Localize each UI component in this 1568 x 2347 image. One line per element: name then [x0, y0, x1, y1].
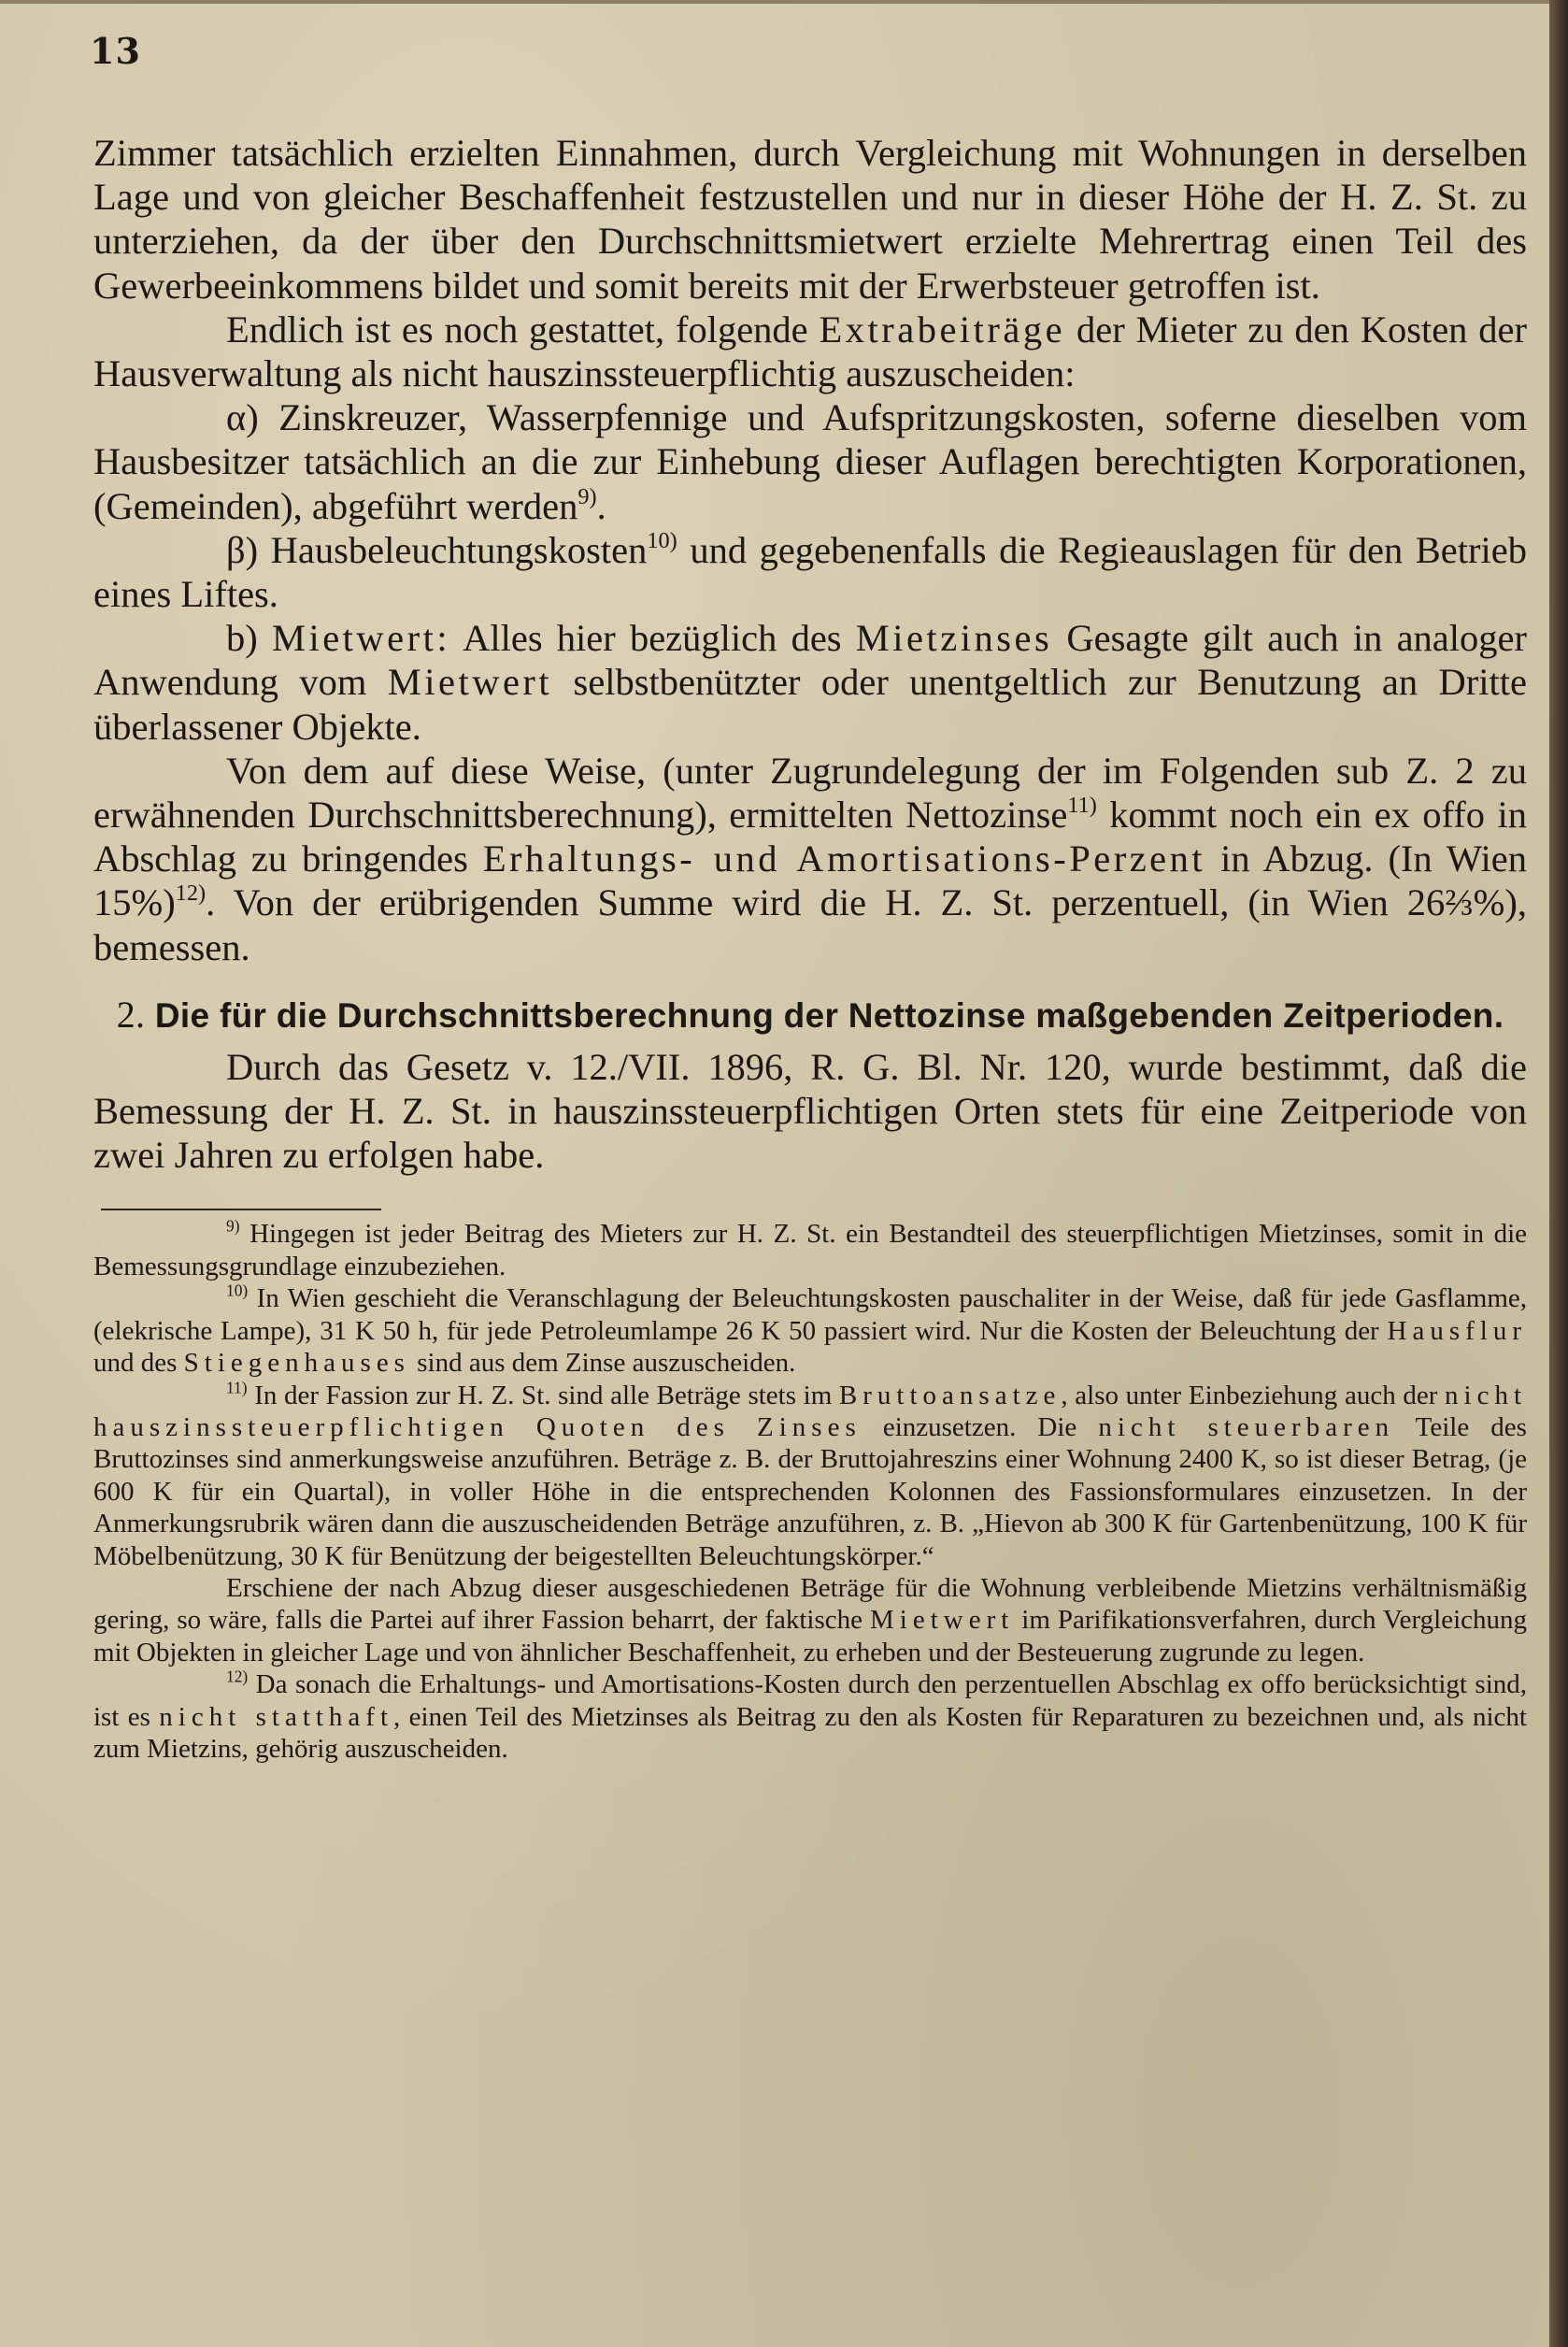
footnotes: [93, 1218, 1527, 1765]
section-number: 2.: [116, 993, 146, 1036]
text-run: b): [226, 617, 272, 660]
text-run: In Wien geschieht die Veranschlagung der Beleuchtungskosten pauschaliter in der Weise, daß für jede Gasflamme, (elekrische Lampe), 31 K 50 h, für jede Petroleumlampe 26 K 50 passiert wird. Nur die Kosten der Beleuchtung der: [93, 1283, 1527, 1346]
text-run: , einen Teil des Mietzinses als Beitrag zu den als Kosten für Reparaturen zu bezeichnen und, als nicht zum Mietzins, gehörig auszuscheiden.: [93, 1701, 1527, 1764]
footnote-mark: 11): [226, 1378, 248, 1397]
spaced-term-mietwert: Mietwert:: [271, 617, 451, 660]
paragraph-nettozinse: [93, 749, 1527, 969]
footnote-10: [93, 1282, 1527, 1379]
spaced-term: nicht hauszinssteuerpflichtigen Quoten des Zinses: [93, 1380, 1528, 1442]
paragraph-b-mietwert: [93, 616, 1527, 749]
text-run: einzusetzen. Die: [861, 1411, 1099, 1442]
text-run: Alles hier bezüglich des: [450, 617, 856, 660]
paragraph-gesetz: Durch das Gesetz v. 12./VII. 1896, R. G. Bl. Nr. 120, wurde bestimmt, daß die Bemessung der H. Z. St. in hauszinssteuerpflichtigen Orten stets für eine Zeitperiode von zwei Jahren zu erfolgen habe.: [93, 1045, 1527, 1177]
paragraph-beta: [93, 528, 1527, 616]
footnote-ref-11: 11): [1067, 793, 1097, 819]
text-run: α) Zinskreuzer, Wasserpfennige und Aufspritzungskosten, soferne dieselben vom Hausbesitzer tatsächlich an die zur Einhebung dieser Auflagen berechtigten Korporationen, (Gemeinden), abgeführt werden: [93, 396, 1527, 527]
footnote-ref-12: 12): [175, 880, 207, 907]
spaced-term-extrabeitraege: Extrabeiträge: [819, 308, 1066, 351]
spaced-term: nicht steuerbaren: [1098, 1411, 1395, 1442]
footnote-divider: [101, 1209, 381, 1210]
text-run: Gesagte gilt auch in analoger Anwendung vom: [93, 617, 1527, 704]
spaced-term: Mietwert: [870, 1605, 1015, 1636]
spaced-term: Hausflur: [1387, 1315, 1527, 1346]
text-run: kommt noch ein ex offo in Abschlag zu bringendes: [93, 794, 1527, 880]
spaced-term-mietwert-2: Mietwert: [387, 661, 553, 704]
main-text: [93, 131, 1527, 1765]
text-run: Endlich ist es noch gestattet, folgende: [226, 308, 820, 351]
text-run: Hingegen ist jeder Beitrag des Mieters zur H. Z. St. ein Bestandteil des steuerpflichtigen Mietzinses, somit in die Bemessungsgrundlage einzubeziehen.: [93, 1219, 1527, 1281]
text-run: Erschiene der nach Abzug dieser ausgeschiedenen Beträge für die Wohnung verbleibende Mietzins verhältnismäßig gering, so wäre, falls die Partei auf ihrer Fassion beharrt, der faktische: [93, 1572, 1527, 1636]
text-run: , also unter Einbeziehung auch der: [1061, 1380, 1446, 1410]
text-run: .: [596, 484, 606, 527]
top-edge-line: [0, 0, 1549, 4]
section-title: Die für die Durchschnittsberechnung der Nettozinse maßgebenden Zeitperioden.: [154, 995, 1504, 1035]
paragraph-2: [93, 308, 1527, 395]
footnote-mark: 12): [226, 1667, 249, 1686]
footnote-12: [93, 1668, 1527, 1765]
text-run: . Von der erübrigenden Summe wird die H. Z. St. perzentuell, (in Wien 26⅔%), bemessen.: [93, 881, 1527, 968]
text-run: β) Hausbeleuchtungskosten: [226, 528, 648, 571]
spaced-term: Bruttoansatze: [838, 1380, 1062, 1410]
text-run: in Abzug. (In Wien 15%): [93, 837, 1527, 924]
text-run: im Parifikationsverfahren, durch Vergleichung mit Objekten in gleicher Lage und von ähnlicher Beschaffenheit, zu erheben und der Besteuerung zugrunde zu legen.: [93, 1605, 1527, 1667]
spaced-term: nicht statthaft: [159, 1701, 394, 1732]
text-run: sind aus dem Zinse auszuscheiden.: [409, 1348, 796, 1379]
text-run: Da sonach die Erhaltungs- und Amortisations-Kosten durch den perzentuellen Abschlag ex offo berücksichtigt sind, ist es: [93, 1669, 1527, 1732]
spaced-term-erhaltungs-perzent: Erhaltungs- und Amortisations-Perzent: [482, 837, 1206, 880]
footnote-9: [93, 1218, 1527, 1282]
text-run: Von dem auf diese Weise, (unter Zugrundelegung der im Folgenden sub Z. 2 zu erwähnenden Durchschnittsberechnung), ermittelten Nettozinse: [93, 749, 1527, 837]
footnote-11: [93, 1380, 1527, 1572]
text-run: In der Fassion zur H. Z. St. sind alle Beträge stets im: [247, 1380, 839, 1410]
footnote-ref-9: 9): [577, 483, 597, 509]
footnote-11-continued: [93, 1572, 1527, 1668]
footnote-mark: 10): [226, 1281, 249, 1300]
page-number: 13: [90, 30, 141, 72]
paragraph-alpha: [93, 395, 1527, 528]
text-run: selbstbenützter oder unentgeltlich zur Benutzung an Dritte überlassener Objekte.: [93, 661, 1527, 748]
text-run: Teile des Bruttozinses sind anmerkungsweise anzuführen. Beträge z. B. der Bruttojahreszins einer Wohnung 2400 K, so ist dieser Betrag, (je 600 K für ein Quartal), in voller Höhe in die entsprechenden Kolonnen des Fassionsformulares einzusetzen. In der Anmerkungsrubrik wären dann die auszuscheidenden Beträge anzuführen, z. B. „Hievon ab 300 K für Gartenbenützung, 100 K für Möbelbenützung, 30 K für Benützung der beigestellten Beleuchtungskörper.“: [93, 1411, 1527, 1571]
text-run: der Mieter zu den Kosten der Hausverwaltung als nicht hauszinssteuerpflichtig auszuscheiden:: [93, 308, 1527, 395]
text-run: und gegebenenfalls die Regieauslagen für den Betrieb eines Liftes.: [93, 528, 1527, 616]
spaced-term-mietzinses: Mietzinses: [855, 617, 1053, 660]
paragraph-1: Zimmer tatsächlich erzielten Einnahmen, durch Vergleichung mit Wohnungen in derselben Lage und von gleicher Beschaffenheit festzustellen und nur in dieser Höhe der H. Z. St. zu unterziehen, da der über den Durchschnittsmietwert erzielte Mehrertrag einen Teil des Gewerbeeinkommens bildet und somit bereits mit der Erwerbsteuer getroffen ist.: [93, 132, 1527, 307]
footnote-mark: 9): [226, 1217, 240, 1237]
text-run: und des: [93, 1348, 184, 1379]
section-heading: [93, 994, 1527, 1038]
footnote-ref-10: 10): [647, 528, 677, 554]
page-edge-shadow: [1549, 0, 1568, 2347]
spaced-term: Stiegenhauses: [183, 1348, 410, 1379]
